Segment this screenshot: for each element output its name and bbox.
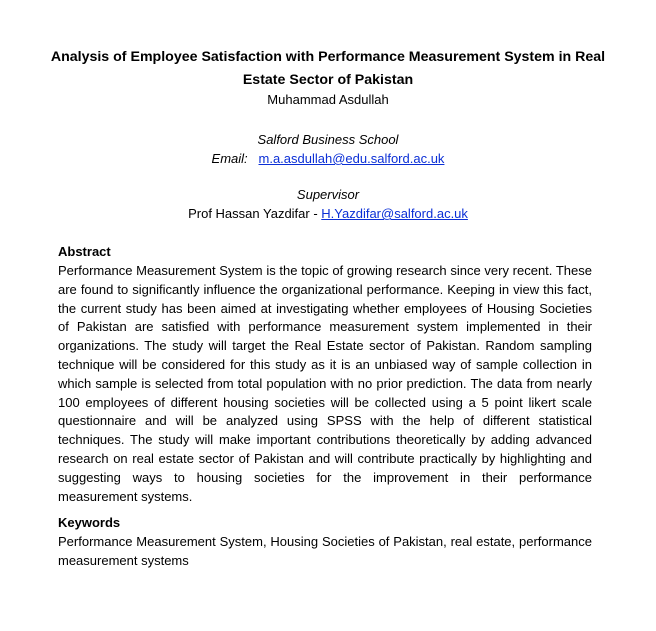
email-line [40, 150, 616, 168]
email-label: Email: [211, 151, 248, 166]
supervisor-label: Supervisor [296, 187, 360, 202]
abstract-heading: Abstract [58, 244, 111, 259]
abstract-text: Performance Measurement System is the topic of growing research since very recent. These are found to significantly influence the organizational performance. Keeping in view this fact, the current study has been aimed at investigating whether employees of Housing Societies of Pakistan are satisfied with performance measurement system implemented in their organizations. The study will target the Real Estate sector of Pakistan. Random sampling technique will be considered for this study as it is an unbiased way of sample collection in which sample is selected from total population with no prior prediction. The data from nearly 100 employees of different housing societies will be collected using a 5 point likert scale questionnaire and will be analyzed using SPSS with the help of different statistical techniques. The study will make important contributions theoretically by adding advanced research on real estate sector of Pakistan and will contribute practically by highlighting and suggesting ways to housing societies for the improvement in their performance measurement systems. [58, 263, 592, 504]
supervisor-line [40, 205, 616, 223]
keywords-text: Performance Measurement System, Housing Societies of Pakistan, real estate, performance measurement systems [58, 534, 592, 568]
keywords-heading: Keywords [58, 515, 121, 530]
supervisor-name: Prof Hassan Yazdifar - [188, 206, 322, 221]
email-link[interactable]: m.a.asdullah@edu.salford.ac.uk [258, 151, 445, 166]
paper-title: Analysis of Employee Satisfaction with Performance Measurement System in Real Estate Sector of Pakistan [50, 49, 606, 88]
affiliation: Salford Business School [257, 132, 399, 147]
author-name: Muhammad Asdullah [267, 92, 389, 107]
supervisor-email-link[interactable]: H.Yazdifar@salford.ac.uk [321, 206, 468, 221]
